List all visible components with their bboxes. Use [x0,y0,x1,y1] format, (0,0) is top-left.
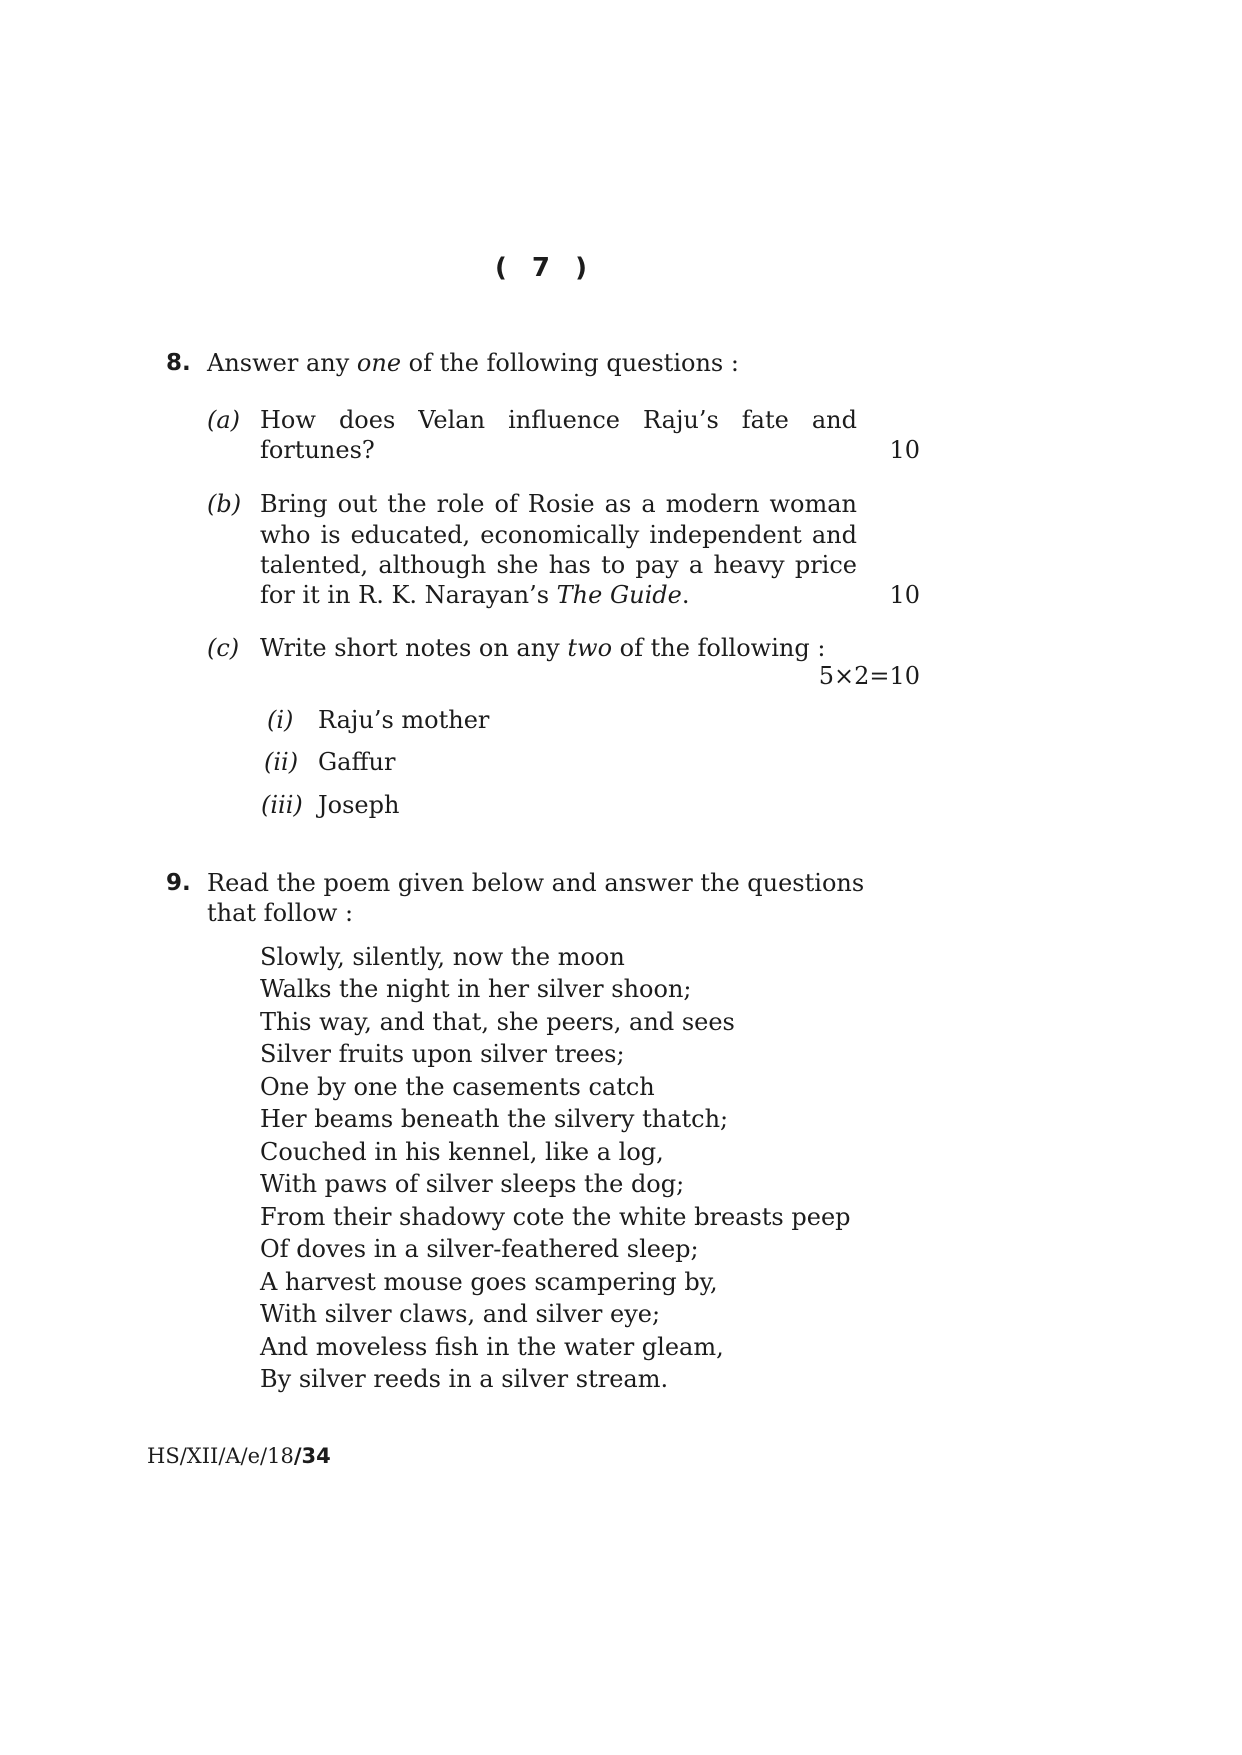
poem-line: Silver fruits upon silver trees; [260,1040,625,1068]
poem-line: Her beams beneath the silvery thatch; [260,1105,729,1133]
poem-line: With paws of silver sleeps the dog; [260,1170,685,1198]
poem-line: A harvest mouse goes scampering by, [260,1268,718,1296]
q8b-line2: who is educated, economically independent and [260,521,857,549]
poem-line: Of doves in a silver-feathered sleep; [260,1235,699,1263]
q8b-label: (b) [207,490,242,518]
q8b-line1: Bring out the role of Rosie as a modern woman [260,490,857,518]
poem-line: From their shadowy cote the white breasts peep [260,1203,851,1231]
question-9-intro-line2: that follow : [207,899,354,927]
q8c-text: Write short notes on any two of the following : [260,634,826,662]
poem-line: Walks the night in her silver shoon; [260,975,692,1003]
q8a-line2: fortunes? [260,436,375,464]
q8a-line1: How does Velan influence Raju’s fate and [260,406,857,434]
question-9-number: 9. [166,870,191,896]
q8b-marks: 10 [889,581,920,609]
poem-line: One by one the casements catch [260,1073,655,1101]
page-number: ( 7 ) [495,253,595,283]
q8c-item-label: (i) [267,706,294,734]
question-8-intro: Answer any one of the following questions : [207,349,739,377]
poem-line: Slowly, silently, now the moon [260,943,625,971]
poem-line: Couched in his kennel, like a log, [260,1138,664,1166]
q8c-item-label: (iii) [261,791,303,819]
question-9-intro-line1: Read the poem given below and answer the questions [207,869,865,897]
footer-code: HS/XII/A/e/18/34 [147,1444,331,1468]
q8c-item-text: Joseph [318,791,400,819]
poem-line: This way, and that, she peers, and sees [260,1008,735,1036]
poem-line: With silver claws, and silver eye; [260,1300,661,1328]
q8c-item-text: Gaffur [318,748,396,776]
q8c-item-text: Raju’s mother [318,706,490,734]
q8c-marks: 5×2=10 [818,662,920,690]
q8b-line4: for it in R. K. Narayan’s The Guide. [260,581,690,609]
poem-line: And moveless fish in the water gleam, [260,1333,724,1361]
q8c-label: (c) [207,634,240,662]
poem-line: By silver reeds in a silver stream. [260,1365,669,1393]
q8a-marks: 10 [889,436,920,464]
q8c-item-label: (ii) [264,748,299,776]
question-8-number: 8. [166,350,191,376]
q8a-label: (a) [207,406,241,434]
q8b-line3: talented, although she has to pay a heavy price [260,551,857,579]
